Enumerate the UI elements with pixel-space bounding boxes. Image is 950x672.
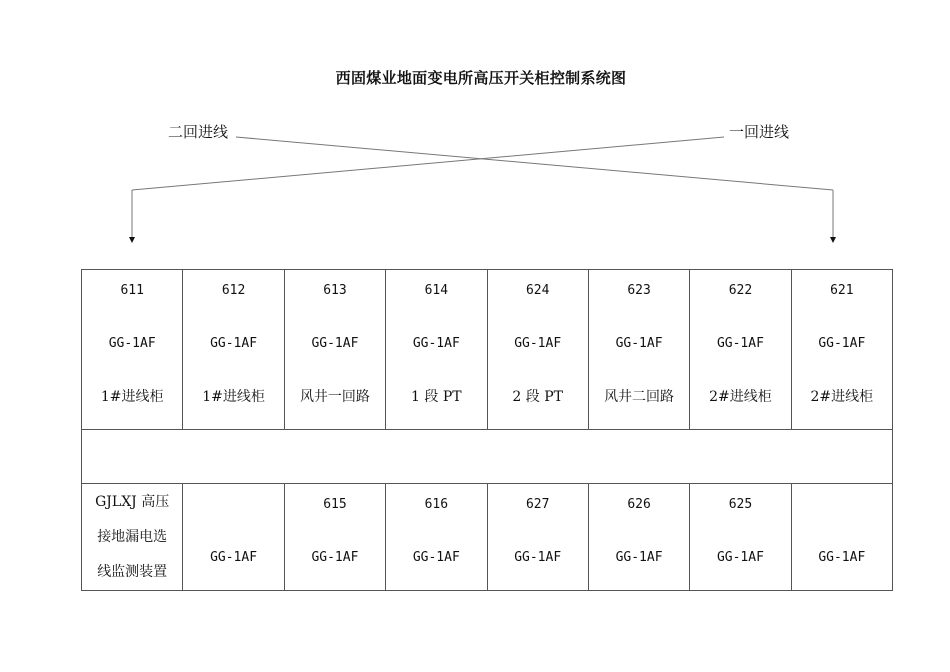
- cabinet-cell: [487, 484, 588, 591]
- bus-row: [82, 430, 893, 484]
- cabinet-code: 627: [525, 497, 550, 512]
- cabinet-description: 2#进线柜: [810, 389, 874, 405]
- cabinet-description: 1#进线柜: [100, 389, 164, 405]
- feed-line-right-to-left: [132, 137, 724, 190]
- cabinet-description: 2#进线柜: [709, 389, 772, 405]
- cabinet-model: GG-1AF: [514, 550, 562, 565]
- feed-label-left: 二回进线: [168, 123, 229, 141]
- feed-label-right: 一回进线: [729, 123, 790, 141]
- cabinet-cell: [82, 270, 183, 430]
- arrow-head-right: [830, 237, 836, 243]
- cabinet-description: 2 段 PT: [512, 389, 563, 405]
- cabinet-model: GG-1AF: [818, 336, 866, 351]
- cabinet-model: GG-1AF: [514, 336, 562, 351]
- cabinet-cell: [386, 270, 487, 430]
- cabinet-code: 616: [424, 497, 449, 512]
- cabinet-model: GG-1AF: [210, 336, 258, 351]
- cabinet-model: GG-1AF: [108, 336, 156, 351]
- cabinet-model: GG-1AF: [615, 550, 663, 565]
- cabinet-cell: [690, 484, 791, 591]
- cabinet-cell: [183, 270, 284, 430]
- cabinet-model: GG-1AF: [615, 336, 663, 351]
- cabinet-model: GG-1AF: [818, 550, 866, 565]
- cabinet-cell: [791, 484, 892, 591]
- cabinet-code: [183, 484, 283, 537]
- cabinet-cell: [791, 270, 892, 430]
- monitor-device-text: GJLXJ 高压: [95, 494, 170, 510]
- cabinet-model: GG-1AF: [716, 336, 764, 351]
- cabinet-code: 612: [221, 283, 246, 298]
- cabinet-cell: [588, 484, 689, 591]
- cabinet-model: GG-1AF: [210, 550, 258, 565]
- cabinet-model: GG-1AF: [311, 336, 359, 351]
- monitor-device-text: 线监测装置: [97, 564, 168, 580]
- cabinet-code: 624: [525, 283, 550, 298]
- cabinet-cell: [487, 270, 588, 430]
- cabinet-model: GG-1AF: [716, 550, 764, 565]
- cabinet-code: [792, 484, 892, 537]
- cabinet-description: 风井二回路: [604, 389, 675, 405]
- switchgear-grid: [81, 269, 893, 591]
- cabinet-model: GG-1AF: [311, 550, 359, 565]
- cabinet-code: 613: [323, 283, 347, 298]
- cabinet-cell: [588, 270, 689, 430]
- cabinet-code: 623: [627, 283, 651, 298]
- cabinet-code: 615: [323, 497, 347, 512]
- cabinet-description: 1 段 PT: [411, 389, 462, 405]
- bus-cell: [82, 430, 893, 484]
- cabinet-code: 611: [120, 283, 144, 298]
- cabinet-model: GG-1AF: [412, 550, 460, 565]
- cabinet-code: 622: [728, 283, 753, 298]
- cabinet-cell: [284, 270, 385, 430]
- cabinet-code: 625: [728, 497, 753, 512]
- diagram-title: 西固煤业地面变电所高压开关柜控制系统图: [335, 69, 627, 87]
- monitor-device-cell: [82, 484, 183, 591]
- cabinet-code: 621: [830, 283, 854, 298]
- upper-cabinet-row: [82, 270, 893, 430]
- cabinet-cell: [284, 484, 385, 591]
- cabinet-code: 614: [424, 283, 449, 298]
- monitor-device-text: 接地漏电选: [97, 529, 168, 545]
- lower-cabinet-row: [82, 484, 893, 591]
- cabinet-description: 1#进线柜: [202, 389, 265, 405]
- arrow-head-left: [129, 237, 135, 243]
- cabinet-cell: [386, 484, 487, 591]
- cabinet-cell: [690, 270, 791, 430]
- feed-line-left-to-right: [236, 137, 833, 190]
- cabinet-cell: [183, 484, 284, 591]
- cabinet-description: 风井一回路: [299, 389, 370, 405]
- cabinet-code: 626: [627, 497, 651, 512]
- cabinet-model: GG-1AF: [412, 336, 460, 351]
